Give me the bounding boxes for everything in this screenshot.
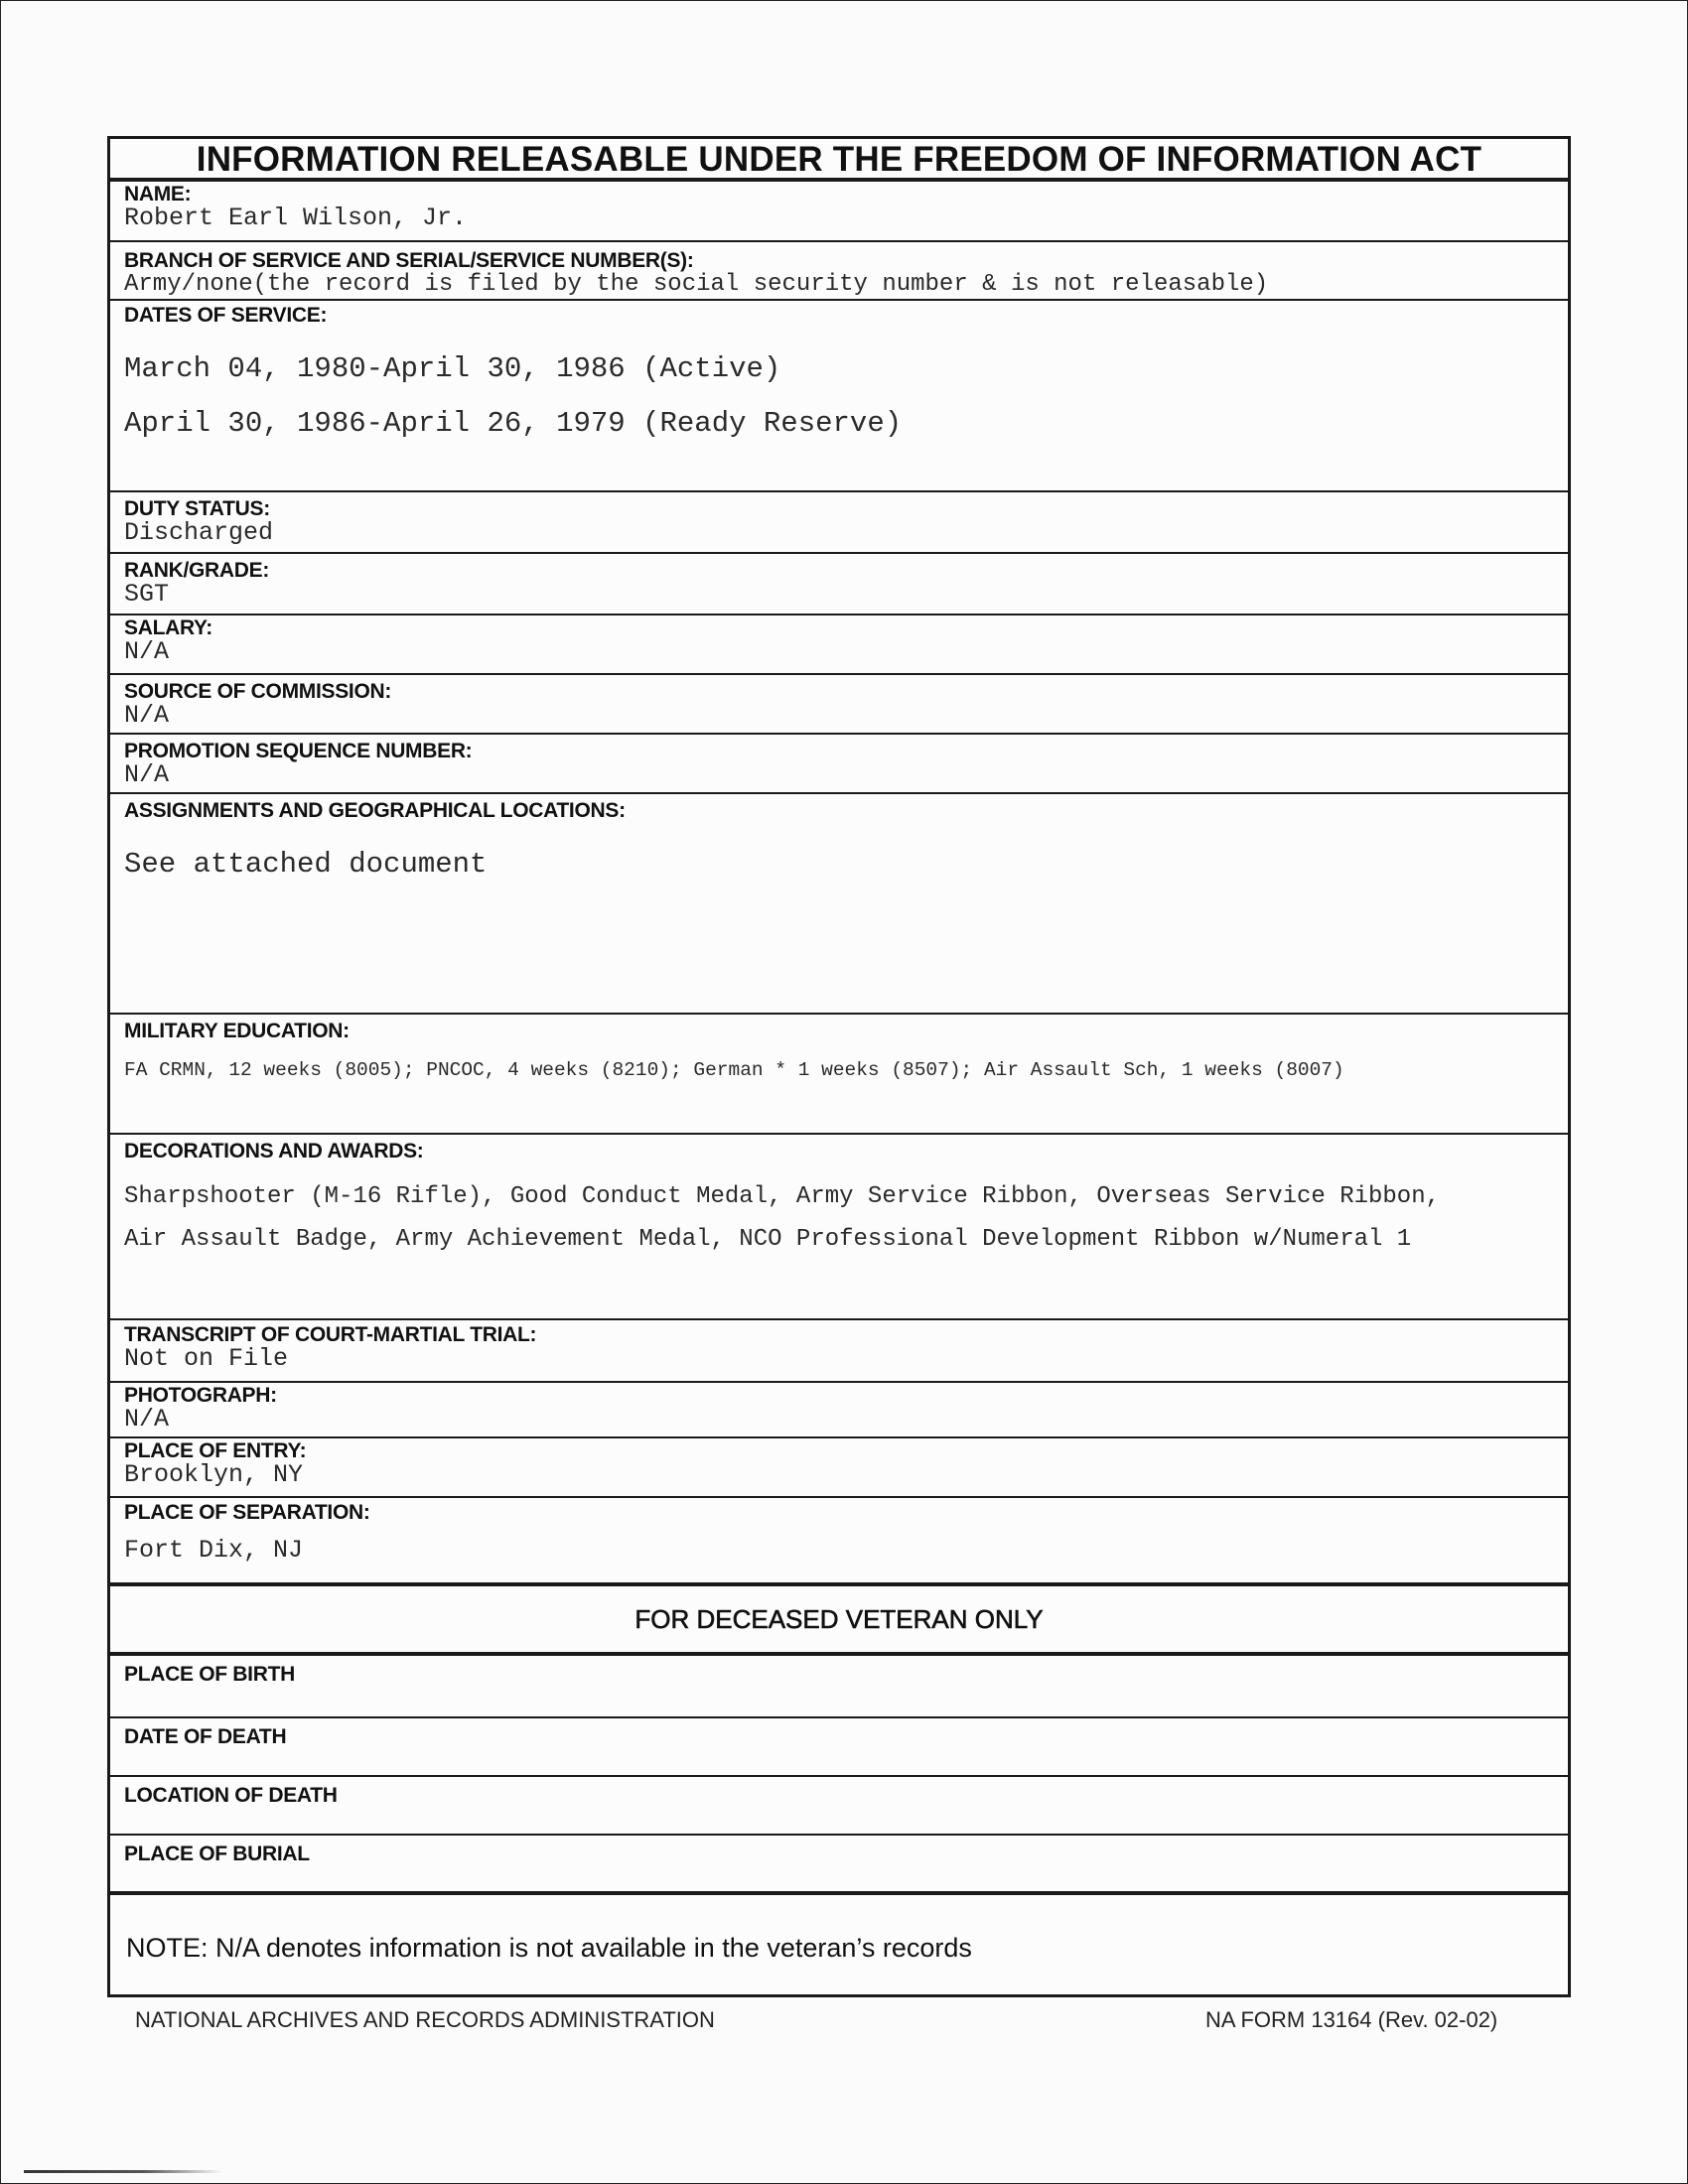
field-label: SOURCE OF COMMISSION: xyxy=(124,680,392,703)
field-place-of-burial xyxy=(110,1836,1568,1895)
field-place-of-separation xyxy=(110,1498,1568,1586)
field-rank-grade xyxy=(110,554,1568,615)
field-value: N/A xyxy=(124,1405,170,1433)
field-location-of-death xyxy=(110,1777,1568,1836)
field-label: PLACE OF SEPARATION: xyxy=(124,1501,370,1524)
deceased-veteran-heading: FOR DECEASED VETERAN ONLY xyxy=(110,1586,1568,1656)
field-value: SGT xyxy=(124,580,170,609)
footer-form-number: NA FORM 13164 (Rev. 02-02) xyxy=(1205,2007,1498,2032)
field-value: Discharged xyxy=(124,518,274,547)
field-label: DATES OF SERVICE: xyxy=(124,304,328,327)
field-value: N/A xyxy=(124,760,170,789)
field-place-of-birth xyxy=(110,1656,1568,1718)
field-value: Not on File xyxy=(124,1344,289,1373)
form-title: INFORMATION RELEASABLE UNDER THE FREEDOM OF INFORMATION ACT xyxy=(110,139,1568,182)
field-label: DECORATIONS AND AWARDS: xyxy=(124,1140,424,1162)
field-label: DUTY STATUS: xyxy=(124,497,270,520)
field-value: N/A xyxy=(124,637,170,666)
field-label: PLACE OF ENTRY: xyxy=(124,1439,307,1462)
field-military-education xyxy=(110,1015,1568,1135)
field-decorations-awards xyxy=(110,1135,1568,1320)
field-label: TRANSCRIPT OF COURT-MARTIAL TRIAL: xyxy=(124,1323,537,1346)
field-branch xyxy=(110,242,1568,301)
field-place-of-entry xyxy=(110,1438,1568,1498)
field-promotion-sequence xyxy=(110,735,1568,794)
field-label: PHOTOGRAPH: xyxy=(124,1384,277,1407)
field-duty-status xyxy=(110,492,1568,554)
decorations-line: Air Assault Badge, Army Achievement Medal, NCO Professional Development Ribbon w/Numeral 1 xyxy=(124,1226,1412,1253)
field-label: ASSIGNMENTS AND GEOGRAPHICAL LOCATIONS: xyxy=(124,799,626,822)
scan-mark xyxy=(24,2170,222,2173)
field-salary xyxy=(110,615,1568,675)
field-source-of-commission xyxy=(110,675,1568,735)
field-value: See attached document xyxy=(124,848,488,881)
field-label: DATE OF DEATH xyxy=(124,1725,287,1748)
field-value: FA CRMN, 12 weeks (8005); PNCOC, 4 weeks (8210); German * 1 weeks (8507); Air Assault Sch, 1 weeks (8007) xyxy=(124,1059,1344,1081)
dates-line-active: March 04, 1980-April 30, 1986 (Active) xyxy=(124,352,781,385)
field-court-martial xyxy=(110,1320,1568,1383)
foia-form xyxy=(107,136,1571,1997)
field-value: Fort Dix, NJ xyxy=(124,1536,304,1565)
note-text: NOTE: N/A denotes information is not available in the veteran’s records xyxy=(126,1933,972,1963)
footer-agency: NATIONAL ARCHIVES AND RECORDS ADMINISTRATION xyxy=(135,2007,715,2032)
note-row xyxy=(110,1895,1568,1994)
field-label: BRANCH OF SERVICE AND SERIAL/SERVICE NUMBER(S): xyxy=(124,249,694,272)
field-label: MILITARY EDUCATION: xyxy=(124,1020,350,1042)
field-photograph xyxy=(110,1383,1568,1438)
field-value: Robert Earl Wilson, Jr. xyxy=(124,204,468,232)
field-label: SALARY: xyxy=(124,616,212,639)
field-label: PLACE OF BIRTH xyxy=(124,1663,295,1686)
field-label: NAME: xyxy=(124,183,192,205)
field-assignments xyxy=(110,794,1568,1015)
field-label: PROMOTION SEQUENCE NUMBER: xyxy=(124,740,473,762)
field-label: LOCATION OF DEATH xyxy=(124,1784,338,1807)
dates-line-reserve: April 30, 1986-April 26, 1979 (Ready Reserve) xyxy=(124,407,903,440)
field-label: PLACE OF BURIAL xyxy=(124,1843,310,1865)
field-value: Brooklyn, NY xyxy=(124,1460,304,1489)
field-value: N/A xyxy=(124,701,170,730)
field-dates-of-service xyxy=(110,301,1568,492)
field-label: RANK/GRADE: xyxy=(124,559,270,582)
field-name xyxy=(110,182,1568,242)
field-date-of-death xyxy=(110,1718,1568,1777)
field-value: Army/none(the record is filed by the social security number & is not releasable) xyxy=(124,271,1269,298)
decorations-line: Sharpshooter (M-16 Rifle), Good Conduct Medal, Army Service Ribbon, Overseas Service Ribbon, xyxy=(124,1183,1441,1210)
